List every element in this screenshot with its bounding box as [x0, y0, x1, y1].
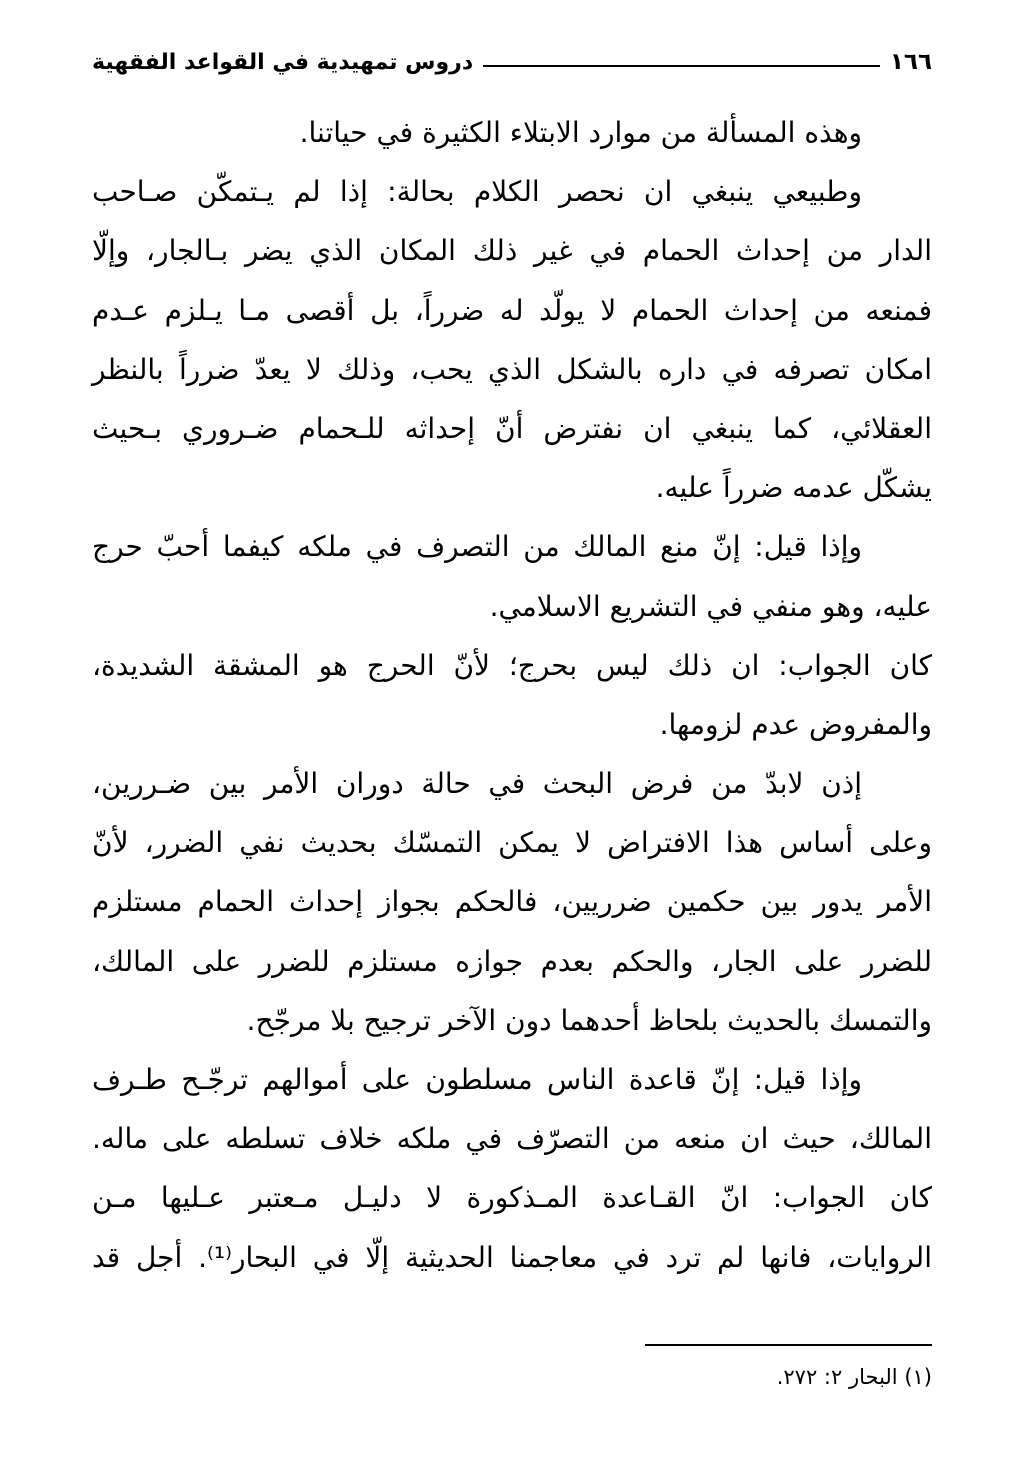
- footnote: (١) البحار ٢: ٢٧٢.: [776, 1365, 932, 1389]
- text-line: كان الجواب: ان ذلك ليس بحرج؛ لأنّ الحرج هو المشقة الشديدة،: [92, 648, 932, 682]
- header-rule: [483, 65, 880, 67]
- text-line: وإذا قيل: إنّ منع المالك من التصرف في ملكه كيفما أحبّ حرج: [92, 530, 862, 564]
- text-line: والتمسك بالحديث بلحاظ أحدهما دون الآخر ترجيح بلا مرجّح.: [246, 1003, 932, 1037]
- running-header: [92, 40, 932, 84]
- body-text: [92, 103, 932, 1287]
- text-line: يشكّل عدمه ضرراً عليه.: [655, 471, 932, 505]
- page-number: ١٦٦: [889, 49, 932, 75]
- text-line: للضرر على الجار، والحكم بعدم جوازه مستلزم للضرر على المالك،: [92, 944, 932, 978]
- book-title: دروس تمهيدية في القواعد الفقهية: [92, 49, 474, 75]
- text-line: امكان تصرفه في داره بالشكل الذي يحب، وذلك لا يعدّ ضرراً بالنظر: [92, 352, 932, 386]
- text-line: العقلائي، كما ينبغي ان نفترض أنّ إحداثه للـحمام ضـروري بـحيث: [92, 411, 932, 445]
- text-line: كان الجواب: انّ القـاعدة المـذكورة لا دليـل مـعتبر عـليها مـن: [92, 1181, 932, 1215]
- text-line: عليه، وهو منفي في التشريع الاسلامي.: [489, 589, 932, 623]
- text-line: الأمر يدور بين حكمين ضرريين، فالحكم بجواز إحداث الحمام مستلزم: [92, 885, 932, 919]
- text-line: وهذه المسألة من موارد الابتلاء الكثيرة في حياتنا.: [299, 116, 862, 149]
- text-line: وطبيعي ينبغي ان نحصر الكلام بحالة: إذا لم يـتمكّن صـاحب: [92, 175, 862, 209]
- text-line: فمنعه من إحداث الحمام لا يولّد له ضرراً، بل أقصى مـا يـلزم عـدم: [92, 293, 932, 327]
- text-line: الروايات، فانها لم ترد في معاجمنا الحديثية إلّا في البحار⁽¹⁾. أجل قد: [92, 1240, 932, 1274]
- text-line: وعلى أساس هذا الافتراض لا يمكن التمسّك بحديث نفي الضرر، لأنّ: [92, 826, 932, 860]
- footnote-rule: [645, 1344, 932, 1346]
- text-line: المالك، حيث ان منعه من التصرّف في ملكه خلاف تسلطه على ماله.: [92, 1122, 932, 1156]
- text-line: وإذا قيل: إنّ قاعدة الناس مسلطون على أموالهم ترجّـح طـرف: [92, 1063, 862, 1096]
- text-line: إذن لابدّ من فرض البحث في حالة دوران الأمر بين ضـررين،: [92, 767, 862, 801]
- text-line: والمفروض عدم لزومها.: [659, 707, 932, 741]
- text-line: الدار من إحداث الحمام في غير ذلك المكان الذي يضر بـالجار، وإلّا: [92, 234, 932, 268]
